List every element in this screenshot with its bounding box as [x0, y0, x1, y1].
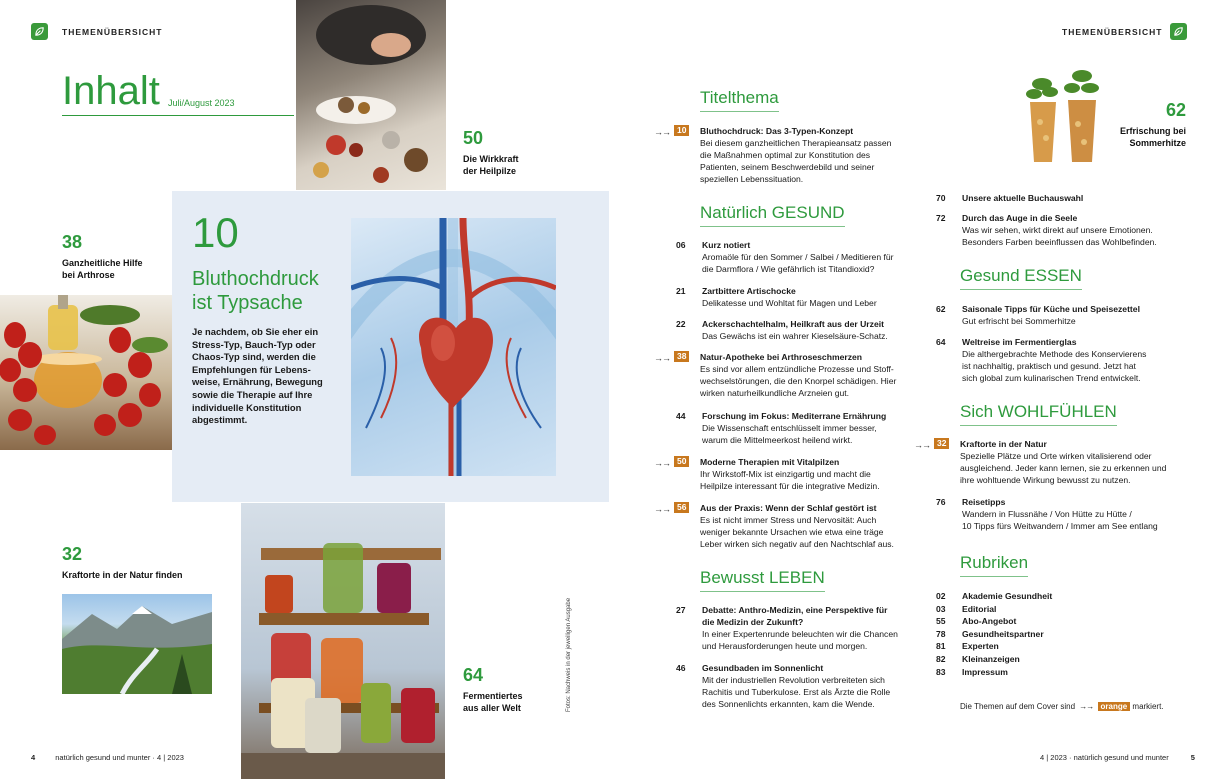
rubrik-item[interactable]: 03 Editorial: [936, 603, 997, 614]
teaser-32-num: 32: [62, 544, 83, 564]
teaser-32-line1: Kraftorte in der Natur finden: [62, 570, 183, 580]
leaf-logo-icon: [31, 23, 48, 40]
toc-entry-76[interactable]: 76 Reisetipps Wandern in Flussnähe / Von Hütte zu Hütte / 10 Tipps fürs Weitwandern / Immer am See entlang: [936, 497, 1158, 531]
cover-badge-56: 56: [674, 502, 689, 513]
toc-entry-64[interactable]: 64 Weltreise im Fermentierglas Die althergebrachte Methode des Konservierens ist nachhaltig, praktisch und gesund. Jetzt hat sich global zum kulinarischen Trend entwickelt.: [936, 337, 1147, 383]
teaser-62-line1: Erfrischung bei: [1119, 126, 1186, 136]
rosehip-photo: [0, 295, 172, 450]
teaser-62-line2: Sommerhitze: [1129, 138, 1186, 148]
toc-entry-06[interactable]: 06 Kurz notiert Aromaöle für den Sommer / Salbei / Meditieren für die Darmflora / Wie gefährlich ist Titandioxid?: [676, 240, 894, 274]
issue-date: Juli/August 2023: [168, 98, 235, 108]
heart-illustration: [351, 218, 556, 476]
teaser-38[interactable]: [62, 232, 143, 281]
cover-badge-10: 10: [674, 125, 689, 136]
teaser-38-line1: Ganzheitliche Hilfe: [62, 258, 143, 268]
footer-right-text: 4 | 2023 · natürlich gesund und munter: [1040, 753, 1169, 762]
arrow-icon: →→: [654, 353, 670, 363]
toc-entry-10[interactable]: [654, 125, 914, 185]
toc-entry-44[interactable]: 44 Forschung im Fokus: Mediterrane Ernährung Die Wissenschaft entschlüsselt immer besser, warum die Mittelmeerkost heilend wirkt.: [676, 411, 887, 445]
section-essen: Gesund ESSEN: [960, 266, 1082, 290]
toc-entry-10-text: Bluthochdruck: Das 3-Typen-Konzept Bei diesem ganzheitlichen Therapieansatz passen die Maßnahmen optimal zur Konstitution des Patienten, seinem Beschwerdebild und seiner speziellen Lebenssituation.: [700, 126, 892, 184]
page-title: [62, 70, 294, 116]
teaser-64-line1: Fermentiertes: [463, 691, 523, 701]
toc-entry-72[interactable]: 72 Durch das Auge in die Seele Was wir sehen, wirkt direkt auf unsere Emotionen. Besonders Farben beeinflussen das Wohlbefinden.: [936, 213, 1157, 247]
section-kicker-right: THEMENÜBERSICHT: [1062, 27, 1163, 37]
section-wohlfuehlen: Sich WOHLFÜHLEN: [960, 402, 1117, 426]
feature-box[interactable]: [172, 191, 609, 502]
leaf-logo-right-icon: [1170, 23, 1187, 40]
title-main: Inhalt: [62, 69, 160, 113]
cover-badge-32: 32: [934, 438, 949, 449]
feature-number: 10: [192, 209, 239, 256]
rubrik-item[interactable]: 02 Akademie Gesundheit: [936, 591, 1053, 601]
toc-entry-27[interactable]: 27 Debatte: Anthro-Medizin, eine Perspektive für die Medizin der Zukunft? In einer Expertenrunde beleuchten wir die Chancen und Herausforderungen heute und morgen.: [676, 605, 898, 651]
toc-entry-46[interactable]: 46 Gesundbaden im Sonnenlicht Mit der industriellen Revolution verbreiteten sich Rachitis und Tuberkulose. Erst als Ärzte die Rolle des Sonnenlichts erkannten, kam die Wende.: [676, 663, 891, 709]
arrow-icon: →→: [654, 504, 670, 514]
section-rubriken: Rubriken: [960, 553, 1028, 577]
rubrik-item[interactable]: 83 Impressum: [936, 666, 1008, 677]
toc-entry-38[interactable]: →→ 38 Natur-Apotheke bei Arthroseschmerzen Es sind vor allem entzündliche Prozesse und Stoff- wechselstörungen, die den Knorpel schädigen. Hier wirken naturheilkundliche Arzneien gut.: [654, 351, 897, 398]
section-gesund: Natürlich GESUND: [700, 203, 845, 227]
orange-badge: orange: [1098, 702, 1131, 711]
feature-title-2: ist Typsache: [192, 292, 303, 314]
rubrik-item[interactable]: 82 Kleinanzeigen: [936, 653, 1020, 664]
mountain-photo: [62, 594, 212, 694]
teaser-38-num: 38: [62, 232, 83, 252]
rubrik-item[interactable]: 78 Gesundheitspartner: [936, 628, 1044, 639]
arrow-icon: →→: [654, 458, 670, 468]
section-titelthema: Titelthema: [700, 88, 779, 112]
teaser-50-line1: Die Wirkkraft: [463, 154, 519, 164]
rubrik-item[interactable]: 55 Abo-Angebot: [936, 616, 1017, 627]
fermented-jars-photo: [241, 503, 445, 779]
toc-entry-22[interactable]: 22 Ackerschachtelhalm, Heilkraft aus der Urzeit Das Gewächs ist ein wahrer Kieselsäure-Schatz.: [676, 319, 888, 341]
feature-title-1: Bluthochdruck: [192, 268, 319, 290]
teaser-64-line2: aus aller Welt: [463, 703, 521, 713]
teaser-62[interactable]: [1110, 100, 1186, 149]
footer-right-page: 5: [1190, 753, 1195, 762]
toc-entry-62[interactable]: 62 Saisonale Tipps für Küche und Speisezettel Gut erfrischt bei Sommerhitze: [936, 304, 1140, 326]
footer-left-text: natürlich gesund und munter · 4 | 2023: [55, 753, 184, 762]
toc-entry-70[interactable]: 70 Unsere aktuelle Buchauswahl: [936, 193, 1084, 203]
rubrik-item[interactable]: 81 Experten: [936, 641, 999, 652]
arrow-icon: →→: [654, 127, 670, 137]
section-leben: Bewusst LEBEN: [700, 568, 825, 592]
arrow-icon: →→: [914, 440, 930, 450]
arrow-icon: →→: [1079, 702, 1094, 711]
teaser-50[interactable]: [463, 128, 518, 177]
footer-left: [31, 753, 184, 762]
toc-entry-56[interactable]: →→ 56 Aus der Praxis: Wenn der Schlaf gestört ist Es ist nicht immer Stress und Nervosität: Auch weniger bekannte Ursachen wie etwa eine träge Leber wirken sich negativ auf den Nachtschlaf aus.: [654, 502, 894, 549]
drinks-photo: [1012, 62, 1112, 168]
feature-teaser: Je nachdem, ob Sie eher ein Stress-Typ, Bauch-Typ oder Chaos-Typ sind, werden die Empfehlungen für Lebens- weise, Ernährung, Bewegung sowie die Therapie auf Ihre individuelle Konstitution abgestimmt.: [192, 326, 323, 426]
cover-badge-50: 50: [674, 456, 689, 467]
teaser-64-num: 64: [463, 665, 484, 685]
teaser-50-num: 50: [463, 128, 484, 148]
herbs-photo: [296, 0, 446, 190]
teaser-32[interactable]: [62, 544, 183, 581]
footer-left-page: 4: [31, 753, 36, 762]
toc-entry-21[interactable]: 21 Zartbittere Artischocke Delikatesse und Wohltat für Magen und Leber: [676, 286, 877, 308]
teaser-38-line2: bei Arthrose: [62, 270, 115, 280]
footer-right: [1040, 753, 1195, 762]
teaser-62-num: 62: [1165, 100, 1186, 120]
cover-note: Die Themen auf dem Cover sind →→ orange markiert.: [960, 702, 1164, 711]
toc-entry-32[interactable]: →→ 32 Kraftorte in der Natur Spezielle Plätze und Orte wirken vitalisierend oder ausgleichend. Jeder kann lernen, sie zu erkennen und ihre wohltuende Wirkung bewusst zu nutzen.: [914, 438, 1167, 485]
photo-credit: Fotos: Nachweis in der jeweiligen Ausgabe: [566, 597, 572, 712]
toc-entry-50[interactable]: →→ 50 Moderne Therapien mit Vitalpilzen Ihr Wirkstoff-Mix ist einzigartig und macht die Heilpilze interessant für die integrative Medizin.: [654, 456, 880, 491]
section-kicker-left: THEMENÜBERSICHT: [62, 27, 163, 37]
teaser-64[interactable]: [463, 665, 523, 714]
teaser-50-line2: der Heilpilze: [463, 166, 517, 176]
rubriken-list: [936, 590, 1136, 678]
cover-badge-38: 38: [674, 351, 689, 362]
